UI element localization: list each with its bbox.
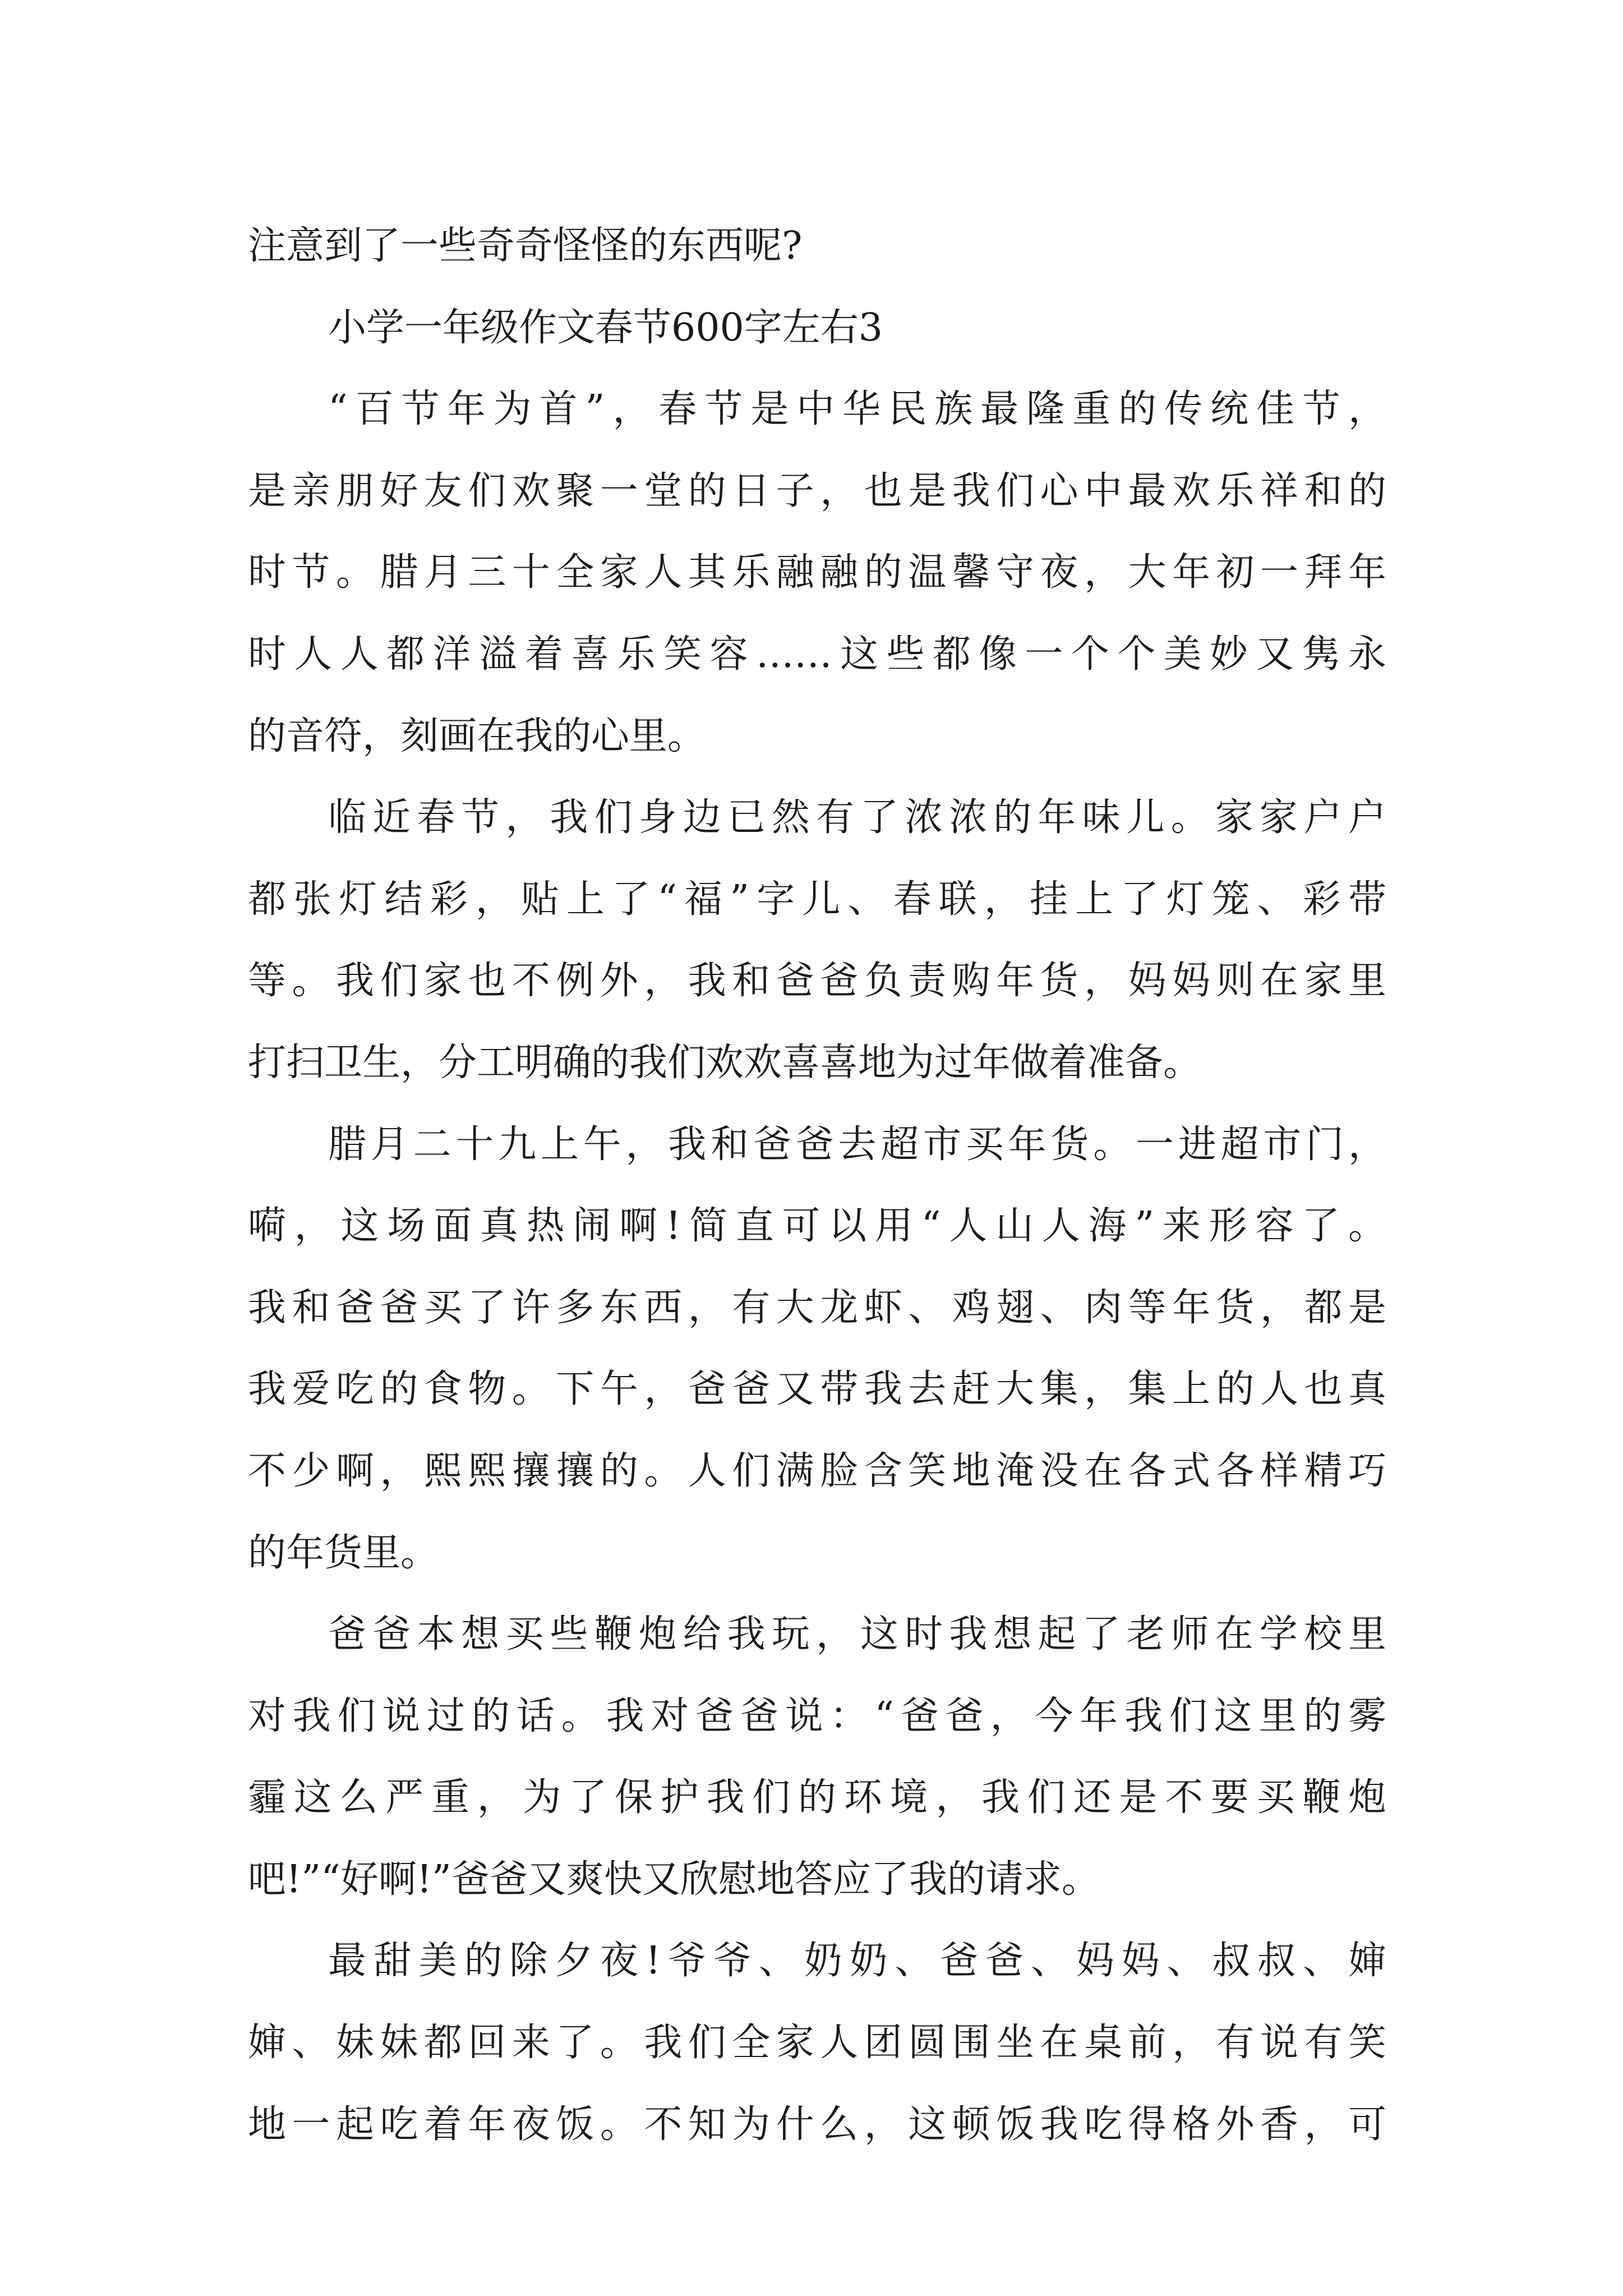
text-line: 的年货里。 bbox=[248, 1530, 439, 1575]
text-line: 地一起吃着年夜饭。不知为什么，这顿饭我吃得格外香，可 bbox=[248, 2102, 1386, 2147]
text-line: 爸爸本想买些鞭炮给我玩，这时我想起了老师在学校里 bbox=[328, 1612, 1386, 1657]
text-line: 最甜美的除夕夜!爷爷、奶奶、爸爸、妈妈、叔叔、婶 bbox=[328, 1939, 1386, 1984]
text-line: 吧!”“好啊!”爸爸又爽快又欣慰地答应了我的请求。 bbox=[248, 1857, 1100, 1902]
text-line: 婶、妹妹都回来了。我们全家人团圆围坐在桌前，有说有笑 bbox=[248, 2021, 1386, 2065]
text-line: 临近春节，我们身边已然有了浓浓的年味儿。家家户户 bbox=[328, 795, 1386, 840]
text-line: 我爱吃的食物。下午，爸爸又带我去赶大集，集上的人也真 bbox=[248, 1367, 1386, 1412]
text-line: 打扫卫生，分工明确的我们欢欢喜喜地为过年做着准备。 bbox=[248, 1040, 1202, 1085]
text-line: “百节年为首”，春节是中华民族最隆重的传统佳节， bbox=[328, 387, 1386, 432]
text-line: 腊月二十九上午，我和爸爸去超市买年货。一进超市门， bbox=[328, 1122, 1386, 1167]
text-line: 我和爸爸买了许多东西，有大龙虾、鸡翅、肉等年货，都是 bbox=[248, 1285, 1386, 1330]
text-line: 的音符，刻画在我的心里。 bbox=[248, 714, 706, 758]
text-line: 不少啊，熙熙攘攘的。人们满脸含笑地淹没在各式各样精巧 bbox=[248, 1448, 1386, 1493]
text-line: 小学一年级作文春节600字左右3 bbox=[328, 305, 883, 350]
text-line: 等。我们家也不例外，我和爸爸负责购年货，妈妈则在家里 bbox=[248, 959, 1386, 1004]
text-line: 时节。腊月三十全家人其乐融融的温馨守夜，大年初一拜年 bbox=[248, 550, 1386, 595]
document-body bbox=[248, 205, 1386, 2165]
text-line: 嗬，这场面真热闹啊!简直可以用“人山人海”来形容了。 bbox=[248, 1204, 1386, 1249]
text-line: 对我们说过的话。我对爸爸说：“爸爸，今年我们这里的雾 bbox=[248, 1694, 1386, 1738]
text-line: 注意到了一些奇奇怪怪的东西呢? bbox=[248, 224, 803, 268]
text-line: 都张灯结彩，贴上了“福”字儿、春联，挂上了灯笼、彩带 bbox=[248, 877, 1386, 922]
text-line: 是亲朋好友们欢聚一堂的日子，也是我们心中最欢乐祥和的 bbox=[248, 468, 1386, 513]
text-line: 时人人都洋溢着喜乐笑容……这些都像一个个美妙又隽永 bbox=[248, 632, 1386, 677]
text-line: 霾这么严重，为了保护我们的环境，我们还是不要买鞭炮 bbox=[248, 1775, 1386, 1820]
